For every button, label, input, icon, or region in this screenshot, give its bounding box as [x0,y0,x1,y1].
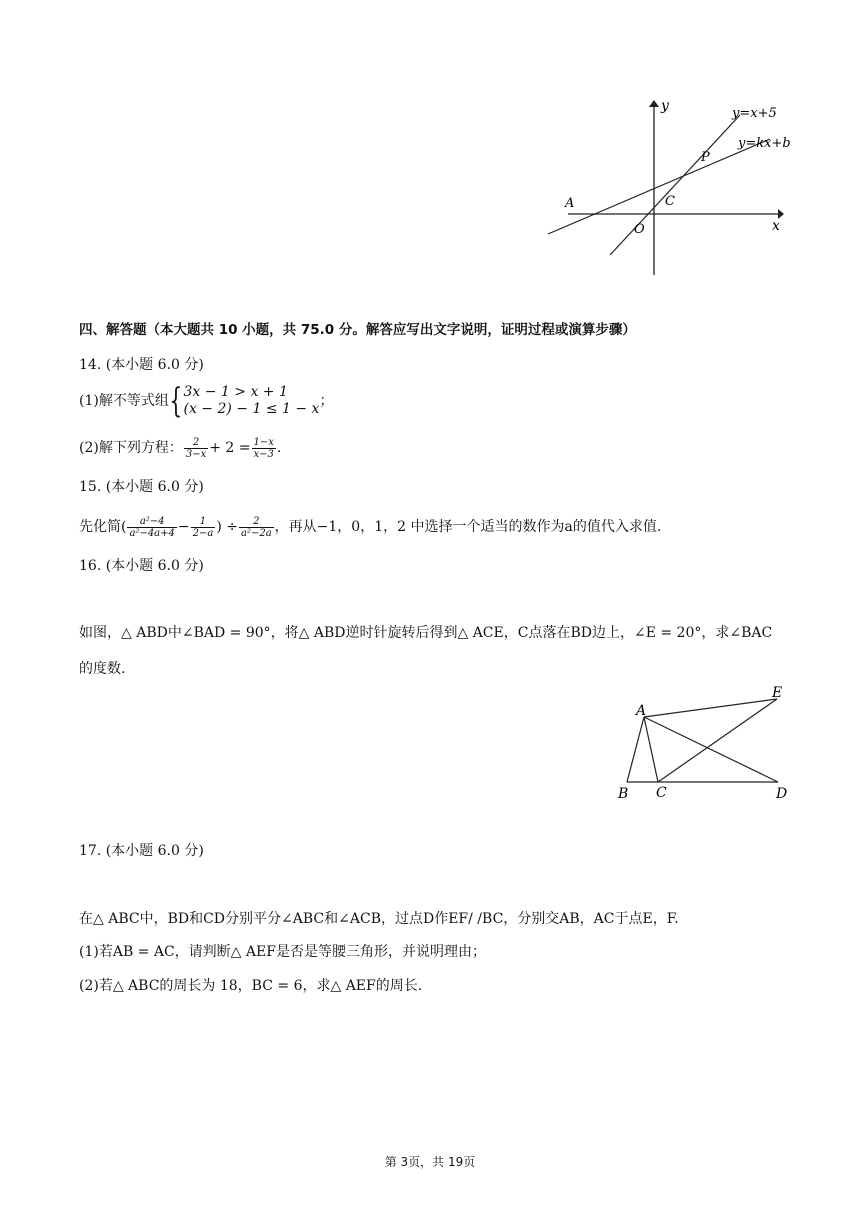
linear-functions-figure [540,95,800,280]
q14-part1-suffix: ； [319,393,334,409]
q16-text-line2: 的度数. [79,661,126,677]
q17-line3: (2)若△ ABC的周长为 18，BC = 6，求△ AEF的周长. [79,978,423,994]
line-y-equals-x-plus-5 [610,115,740,255]
triangle-rotation-figure [610,682,800,802]
line2-label: y=kx+b [738,136,791,151]
segment-ad [644,717,778,782]
point-p-label: P [701,150,710,165]
system-brace: { [169,381,183,421]
inequality-system [183,384,319,418]
q17-line1: 在△ ABC中，BD和CD分别平分∠ABC和∠ACB，过点D作EF/ /BC，分别交AB，AC于点E，F. [79,911,679,927]
q17-line2: (1)若AB = AC，请判断△ AEF是否是等腰三角形，并说明理由； [79,944,486,960]
vertex-b-label: B [618,786,629,802]
q14-fraction-1: $\frac{2}{3-x}$ [185,436,207,460]
vertex-c-label: C [656,785,667,801]
q16-text-line1: 如图，△ ABD中∠BAD = 90°，将△ ABD逆时针旋转后得到△ ACE，C点落在BD边上，∠E = 20°，求∠BAC [79,625,773,641]
q14-fraction-2: $\frac{1-x}{x-3}$ [253,436,274,460]
q16-title: 16. (本小题 6.0 分) [79,558,204,574]
q14-title: 14. (本小题 6.0 分) [79,357,204,373]
inequality-2: (x − 2) − 1 ≤ 1 − x [183,401,320,417]
q14-part2-prefix: (2)解下列方程： [79,440,183,456]
q15-text [79,512,661,542]
q15-fraction-1: $\frac{\text{a²−4}}{\text{a²−4a+4}}$ [129,515,175,539]
vertex-d-label: D [776,786,788,802]
x-axis-label: x [772,218,780,234]
inequality-1: 3x − 1 > x + 1 [183,384,288,400]
q14-mid: + 2 = [209,440,251,456]
q14-part1-prefix: (1)解不等式组 [79,393,169,409]
vertex-e-label: E [772,685,783,701]
segment-ab [627,717,644,782]
q14-part1 [79,383,333,419]
line-y-equals-kx-plus-b [548,139,770,234]
y-axis-label: y [661,98,669,114]
page-footer: 第 3页，共 19页 [384,1155,476,1169]
q15-minus: − [177,519,190,535]
q15-title: 15. (本小题 6.0 分) [79,479,204,495]
section-heading: 四、解答题（本大题共 10 小题，共 75.0 分。解答应写出文字说明，证明过程或演算步骤） [79,322,636,338]
q15-fraction-2: $\frac{1}{2-a}$ [192,515,214,539]
point-a-label: A [565,196,575,211]
line1-label: y=x+5 [732,106,777,121]
y-axis-arrow [649,100,659,107]
vertex-a-label: A [636,703,647,719]
point-c-label: C [665,194,675,209]
segment-ae [644,699,777,717]
q15-suffix: ，再从−1，0，1，2 中选择一个适当的数作为a的值代入求值. [274,519,662,535]
segment-ce [658,699,777,782]
q15-fraction-3: $\frac{2}{\text{a²−2a}}$ [240,515,272,539]
segment-ac [644,717,658,782]
q17-title: 17. (本小题 6.0 分) [79,843,204,859]
q15-divide: ) ÷ [216,519,238,535]
q14-part2 [79,433,281,463]
point-o-label: O [634,222,645,237]
q15-prefix: 先化简( [79,519,127,535]
q14-end: . [276,440,282,456]
